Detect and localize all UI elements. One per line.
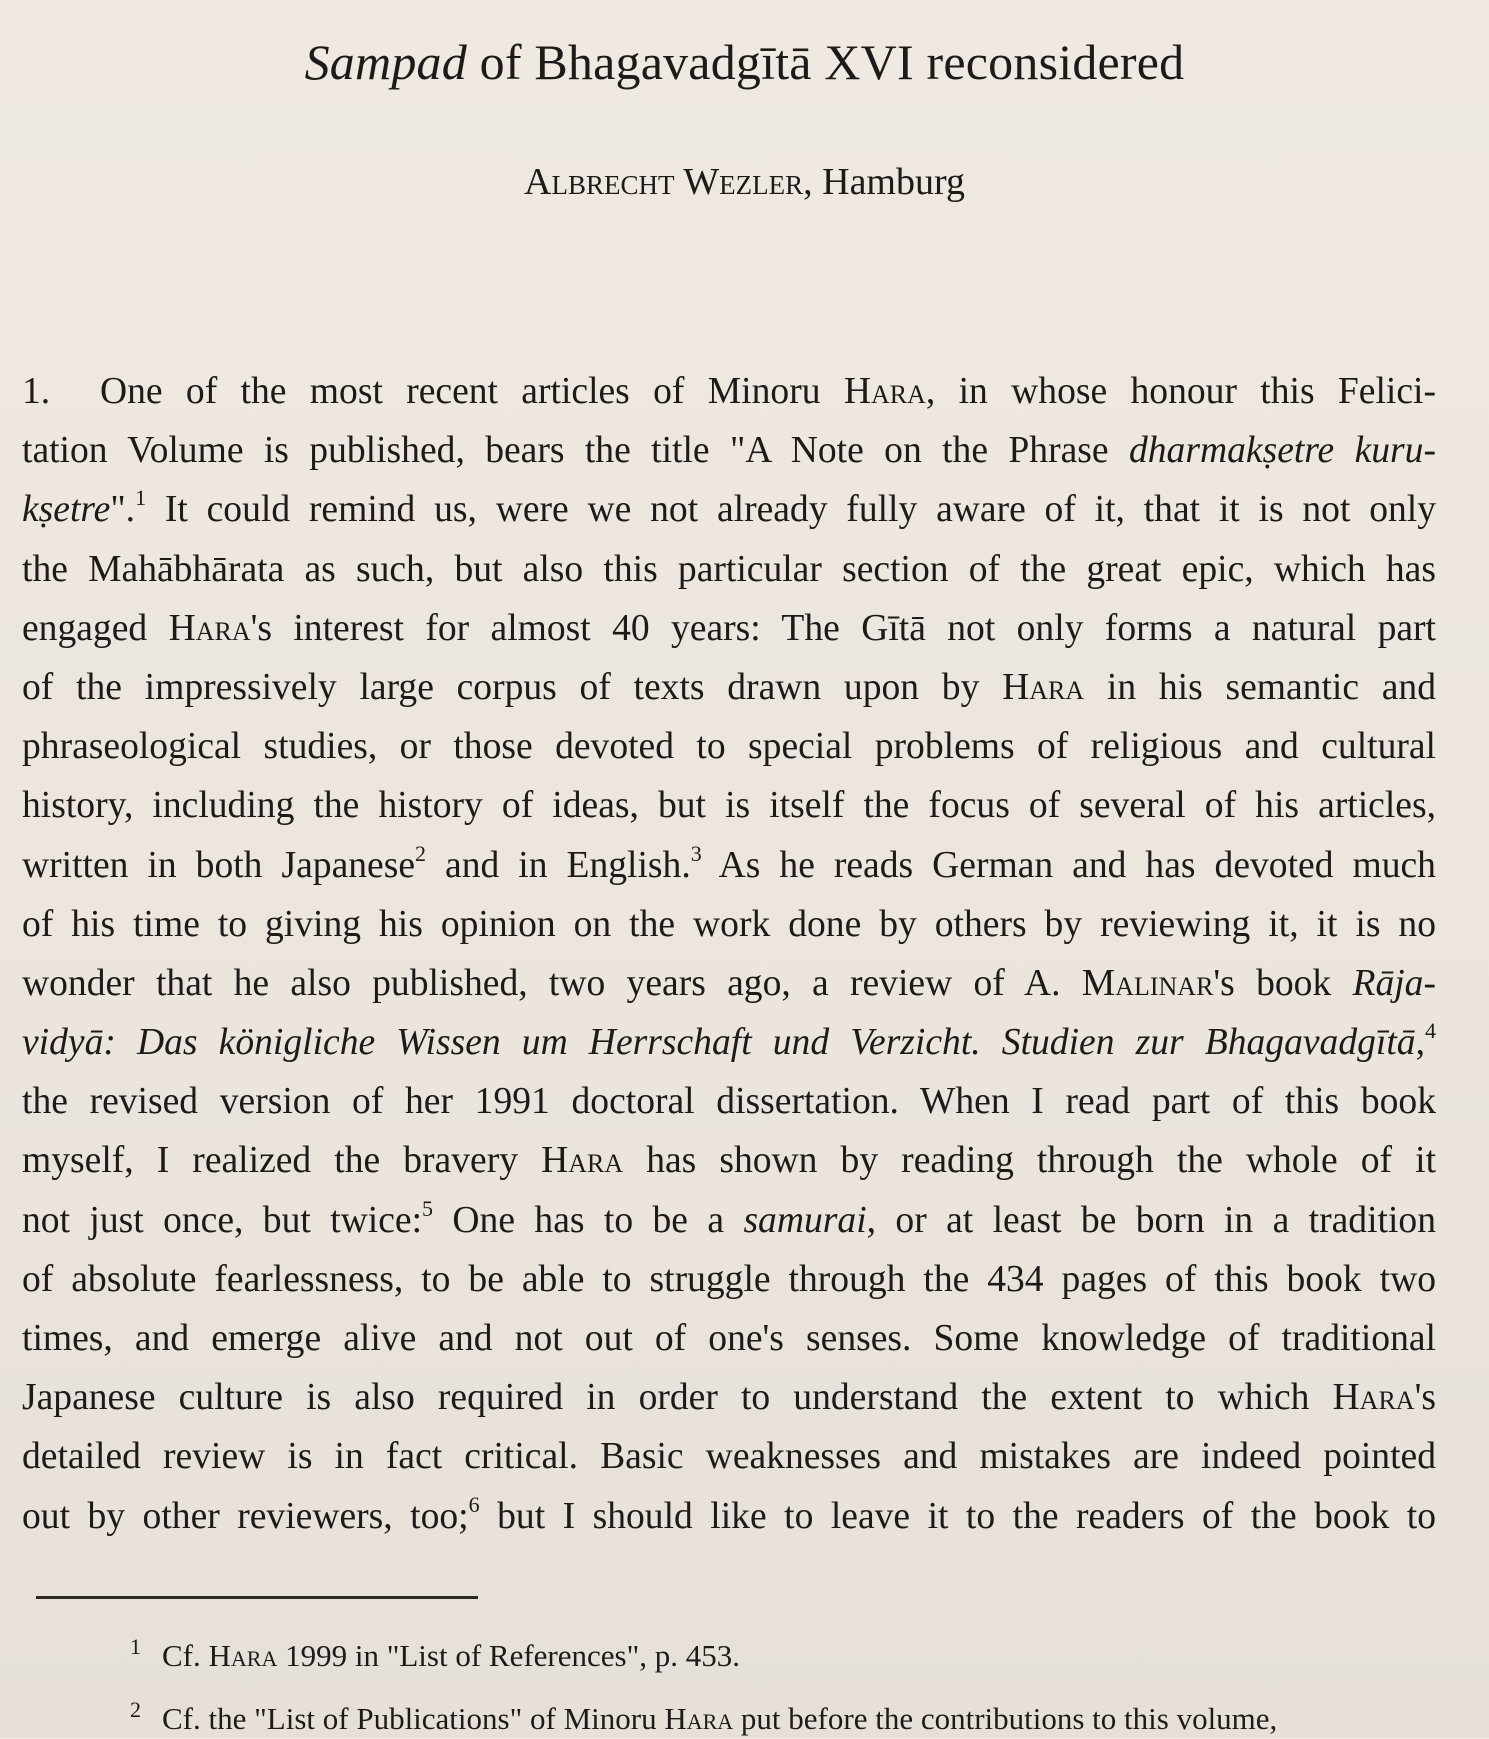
text-run: put before the contributions to this volume,	[733, 1701, 1278, 1736]
small-caps-name: Malinar	[1081, 962, 1214, 1004]
italic-text: dharmakṣetre kuru-	[1128, 430, 1436, 472]
italic-text: samurai	[743, 1199, 867, 1241]
text-run: and in English.	[426, 844, 691, 886]
small-caps-name: Hara	[1002, 666, 1085, 708]
small-caps-name: Hara	[208, 1638, 278, 1673]
text-line	[22, 1368, 1436, 1427]
text-line	[22, 480, 1436, 539]
text-run: One has to be a	[433, 1199, 744, 1241]
text-line	[22, 776, 1436, 835]
text-run: tation Volume is published, bears the title "A Note on the Phrase	[22, 430, 1129, 472]
text-line	[22, 421, 1436, 480]
text-run: 's book	[1213, 962, 1353, 1004]
text-run: but I should like to leave it to the readers of the book to	[479, 1495, 1437, 1537]
text-run: in his semantic and	[1084, 666, 1437, 708]
footnote-marker[interactable]: 6	[468, 1491, 480, 1517]
footnote-marker[interactable]: 5	[422, 1195, 434, 1221]
text-run: myself, I realized the bravery	[22, 1140, 542, 1182]
text-line	[22, 1072, 1436, 1131]
footnote-marker[interactable]: 4	[1425, 1018, 1436, 1044]
text-run: 's interest for almost 40 years: The Gītā not only forms a natural part	[250, 607, 1436, 649]
footnote-rule	[36, 1596, 478, 1599]
text-line	[22, 954, 1436, 1013]
text-run: of absolute fearlessness, to be able to struggle through the 434 pages of this book two	[22, 1258, 1436, 1300]
text-run: detailed review is in fact critical. Basic weaknesses and mistakes are indeed pointed	[22, 1436, 1436, 1478]
text-run: has shown by reading through the whole of it	[623, 1140, 1437, 1182]
text-line	[22, 1487, 1436, 1546]
text-run: 's	[1414, 1377, 1436, 1419]
text-run: history, including the history of ideas, but is itself the focus of several of his articles,	[22, 785, 1436, 827]
text-line	[22, 836, 1436, 895]
text-run: Cf.	[162, 1638, 209, 1673]
small-caps-name: Hara	[843, 371, 926, 412]
text-run: out by other reviewers, too;	[22, 1495, 469, 1537]
footnote-number: 2	[130, 1697, 141, 1722]
title-italic-word: Sampad	[304, 34, 467, 90]
text-run: 1999 in "List of References", p. 453.	[277, 1638, 740, 1673]
text-run: of his time to giving his opinion on the work done by others by reviewing it, it is no	[22, 903, 1436, 945]
text-run: phraseological studies, or those devoted to special problems of religious and cultural	[22, 726, 1436, 768]
text-line	[22, 658, 1436, 717]
section-number: 1.	[22, 371, 51, 412]
small-caps-name: Hara	[664, 1701, 734, 1736]
text-run: As he reads German and has devoted much	[701, 844, 1436, 886]
footnote-number: 1	[130, 1634, 141, 1659]
text-run: Japanese culture is also required in order to understand the extent to which	[22, 1377, 1333, 1419]
text-run: ,	[1415, 1022, 1425, 1064]
text-run: , or at least be born in a tradition	[866, 1199, 1436, 1241]
footnote-marker[interactable]: 2	[415, 840, 427, 866]
text-line	[22, 1013, 1436, 1072]
author-place: , Hamburg	[803, 161, 965, 203]
footnote-2	[130, 1690, 1436, 1739]
text-run: times, and emerge alive and not out of one's senses. Some knowledge of traditional	[22, 1318, 1436, 1359]
text-run: the Mahābhārata as such, but also this particular section of the great epic, which has	[22, 548, 1436, 590]
article-title	[0, 30, 1489, 94]
text-line	[22, 599, 1436, 658]
text-line	[22, 1309, 1436, 1368]
text-line	[22, 540, 1436, 599]
text-run: of the impressively large corpus of texts drawn upon by	[22, 666, 1003, 708]
text-line	[22, 1250, 1436, 1309]
small-caps-name: Hara	[168, 607, 251, 649]
small-caps-name: Hara	[541, 1140, 624, 1182]
text-line	[22, 717, 1436, 776]
text-run: Cf. the "List of Publications" of Minoru	[162, 1701, 665, 1736]
footnote-1	[130, 1627, 1436, 1676]
small-caps-name: Hara	[1332, 1377, 1415, 1419]
footnote-marker[interactable]: 1	[135, 485, 147, 511]
author-line	[0, 158, 1489, 206]
text-run: engaged	[22, 607, 169, 649]
text-line	[22, 1191, 1436, 1250]
text-line	[22, 1427, 1436, 1486]
text-run: ".	[110, 489, 136, 531]
text-run: wonder that he also published, two years ago, a review of A.	[22, 962, 1082, 1004]
italic-text: Rāja-	[1352, 962, 1436, 1004]
italic-text: kṣetre	[22, 489, 111, 531]
text-run: written in both Japanese	[22, 844, 416, 886]
text-run: It could remind us, were we not already fully aware of it, that it is not only	[146, 489, 1436, 531]
text-line	[22, 362, 1436, 421]
italic-text: vidyā: Das königliche Wissen um Herrschaft und Verzicht. Studien zur Bhagavadgītā	[22, 1022, 1416, 1064]
text-line	[22, 1131, 1436, 1190]
body-paragraph	[22, 362, 1436, 1546]
text-run: the revised version of her 1991 doctoral dissertation. When I read part of this book	[22, 1081, 1436, 1123]
text-run: , in whose honour this Felici-	[925, 371, 1436, 412]
title-rest: of Bhagavadgītā XVI reconsidered	[466, 34, 1185, 90]
text-run: not just once, but twice:	[22, 1199, 423, 1241]
footnote-marker[interactable]: 3	[690, 840, 702, 866]
text-run: One of the most recent articles of Minoru	[100, 371, 844, 412]
author-name: Albrecht Wezler	[524, 161, 804, 203]
text-line	[22, 895, 1436, 954]
